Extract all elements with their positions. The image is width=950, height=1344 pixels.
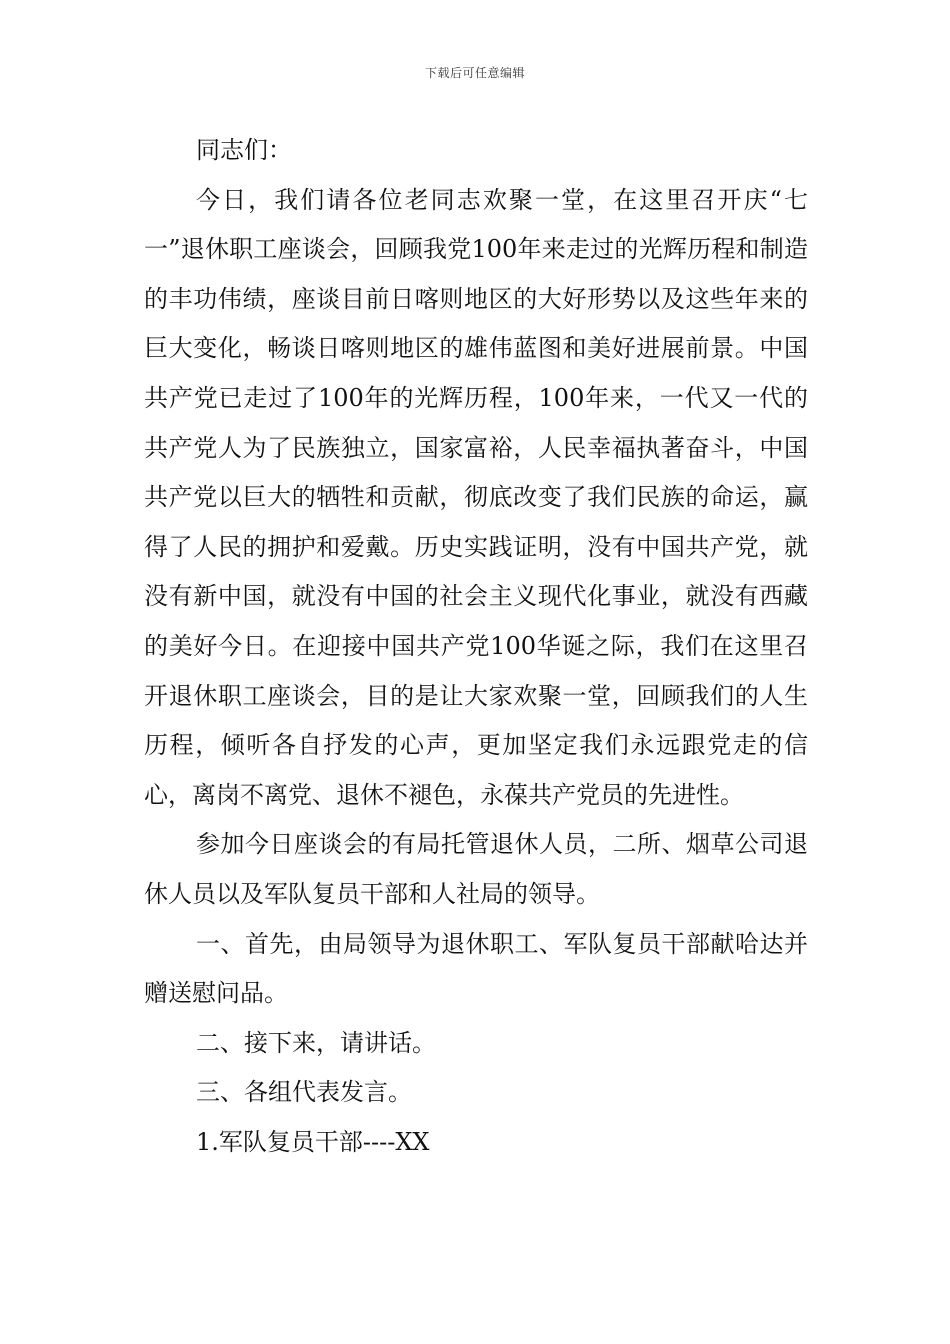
agenda-item-3: 三、各组代表发言。 (196, 1078, 412, 1107)
document-body (144, 126, 808, 1167)
paragraph-attendees: 参加今日座谈会的有局托管退休人员，二所、烟草公司退休人员以及军队复员干部和人社局的领导。 (144, 830, 808, 908)
page-header: 下载后可任意编辑 (424, 66, 525, 80)
paragraph-opening: 今日，我们请各位老同志欢聚一堂，在这里召开庆“七一”退休职工座谈会，回顾我党100年来走过的光辉历程和制造的丰功伟绩，座谈目前日喀则地区的大好形势以及这些年来的巨大变化，畅谈日喀则地区的雄伟蓝图和美好进展前景。中国共产党已走过了100年的光辉历程，100年来，一代又一代的共产党人为了民族独立，国家富裕，人民幸福执著奋斗，中国共产党以巨大的牺牲和贡献，彻底改变了我们民族的命运，赢得了人民的拥护和爱戴。历史实践证明，没有中国共产党，就没有新中国，就没有中国的社会主义现代化事业，就没有西藏的美好今日。在迎接中国共产党100华诞之际，我们在这里召开退休职工座谈会，目的是让大家欢聚一堂，回顾我们的人生历程，倾听各自抒发的心声，更加坚定我们永远跟党走的信心，离岗不离党、退休不褪色，永葆共产党员的先进性。 (144, 185, 808, 809)
speaker-item-1: 1.军队复员干部----XX (196, 1127, 430, 1156)
agenda-item-1: 一、首先，由局领导为退休职工、军队复员干部献哈达并赠送慰问品。 (144, 929, 808, 1008)
salutation: 同志们： (196, 136, 292, 164)
agenda-item-2: 二、接下来，请讲话。 (196, 1028, 436, 1057)
